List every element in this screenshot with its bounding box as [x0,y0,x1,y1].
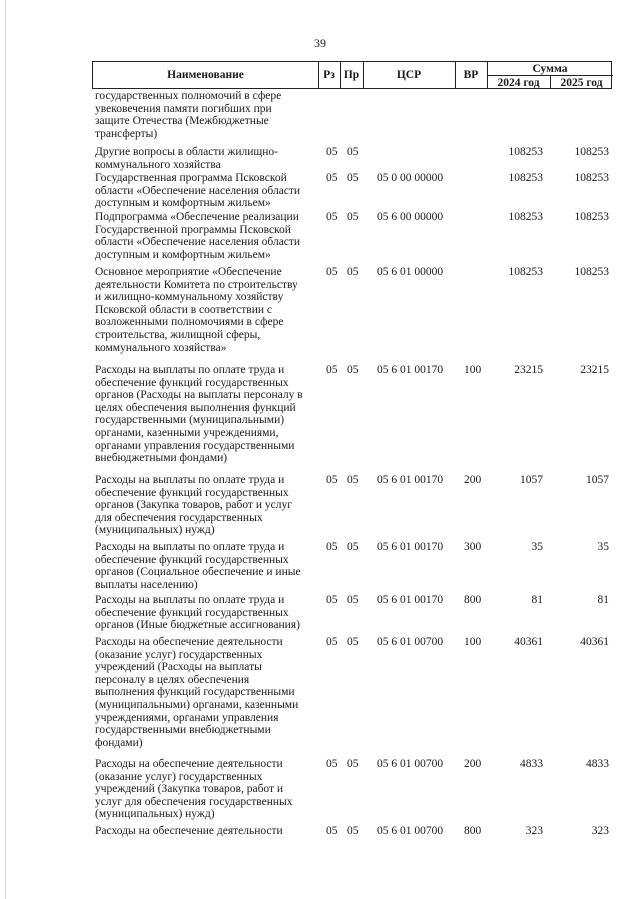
row-name-line: области «Обеспечение населения области [95,236,301,249]
row-name-line: органов (Социальное обеспечение и иные [95,566,301,579]
row-name-line: государственными внебюджетными [95,724,271,737]
row-name-line: Расходы на обеспечение деятельности [95,825,283,837]
row-sum-2024: 323 [525,825,543,837]
row-name-line: учреждений (Закупка товаров, работ и [95,783,284,796]
header-sum: Сумма [532,62,568,75]
row-name-line: государственными (муниципальными) [95,414,285,427]
row-sum-2025: 108253 [574,146,609,158]
row-name [95,758,315,821]
row-pr: 05 [347,474,359,486]
row-name [95,636,315,749]
row-name-line: (муниципальными) органами, казенными [95,698,299,711]
row-name [95,541,315,591]
row-name-line: Расходы на обеспечение деятельности [95,636,283,648]
row-csr: 05 6 01 00170 [377,364,444,376]
row-name-line: органов (Расходы на выплаты персоналу в [95,389,303,402]
row-sum-2024: 108253 [508,146,543,158]
row-rz: 05 [326,146,338,158]
row-name-line: Подпрограмма «Обеспечение реализации [95,211,299,223]
row-name [95,211,315,261]
row-name-line: Государственная программа Псковской [95,172,287,184]
row-name-line: возложенными полномочиями в сфере [95,316,284,329]
row-name [95,146,315,171]
row-sum-2025: 81 [597,594,609,606]
row-name-line: увековечения памяти погибших при [95,102,272,115]
row-name-line: внебюджетными фондами) [95,452,228,465]
row-name-line: Расходы на выплаты по оплате труда и [95,364,285,376]
row-name-line: строительства, жилищной сферы, [95,328,261,341]
row-csr: 05 6 01 00700 [377,825,444,837]
row-name-line: Расходы на выплаты по оплате труда и [95,474,285,486]
row-sum-2025: 35 [597,541,609,553]
row-name-line: деятельности Комитета по строительству [95,278,298,291]
row-sum-2025: 108253 [574,172,609,184]
row-name-line: органов (Иные бюджетные ассигнования) [95,619,300,632]
header-2024: 2024 год [497,76,540,89]
row-pr: 05 [347,758,359,770]
row-name [95,266,315,354]
row-rz: 05 [326,211,338,223]
row-sum-2025: 4833 [586,758,609,770]
row-name-line: защите Отечества (Межбюджетные [95,115,269,128]
row-rz: 05 [326,474,338,486]
row-sum-2024: 1057 [520,474,543,486]
row-name-line: доступным и комфортным жильем» [95,197,271,210]
row-pr: 05 [347,636,359,648]
row-name-line: государственных полномочий в сфере [95,90,282,102]
row-sum-2024: 108253 [508,266,543,278]
row-pr: 05 [347,825,359,837]
header-csr: ЦСР [396,69,422,81]
row-name-line: Расходы на выплаты по оплате труда и [95,541,285,553]
row-name [95,474,315,537]
row-name [95,90,315,140]
row-name-line: трансферты) [95,127,158,140]
row-rz: 05 [326,758,338,770]
row-sum-2025: 1057 [586,474,609,486]
row-sum-2025: 323 [591,825,609,837]
page-number: 39 [314,36,326,50]
row-rz: 05 [326,266,338,278]
row-name-line: выполнения функций государственными [95,686,295,699]
row-csr: 05 6 00 00000 [377,211,444,223]
row-name-line: (муниципальных) нужд) [95,524,215,537]
header-vr: ВР [463,69,479,81]
header-pr: Пр [343,69,360,81]
row-name-line: органов (Закупка товаров, работ и услуг [95,499,292,512]
row-name-line: органами, казенными учреждениями, [95,426,279,439]
row-csr: 05 6 01 00170 [377,594,444,606]
row-name-line: Псковской области в соответствии с [95,303,272,316]
row-rz: 05 [326,636,338,648]
row-name-line: целях обеспечения выполнения функций [95,401,296,414]
row-name-line: Другие вопросы в области жилищно- [95,146,278,158]
row-csr: 05 6 01 00000 [377,266,444,278]
row-sum-2024: 40361 [514,636,543,648]
row-rz: 05 [326,364,338,376]
row-name-line: учреждениями, органами управления [95,711,279,724]
row-sum-2024: 35 [531,541,543,553]
row-name [95,594,315,632]
row-sum-2024: 81 [531,594,543,606]
header-name: Наименование [167,69,244,81]
row-name-line: учреждений (Расходы на выплаты [95,661,262,674]
row-sum-2024: 108253 [508,211,543,223]
row-csr: 05 6 01 00170 [377,474,444,486]
header-rz: Рз [323,69,335,81]
row-name-line: (оказание услуг) государственных [95,770,263,783]
row-pr: 05 [347,146,359,158]
row-name-line: обеспечение функций государственных [95,376,289,389]
row-name-line: обеспечение функций государственных [95,606,289,619]
row-name-line: и жилищно-коммунальному хозяйству [95,291,284,304]
row-vr: 800 [464,594,482,606]
row-name-line: фондами) [95,736,143,749]
row-sum-2025: 23215 [580,364,609,376]
row-vr: 300 [464,541,482,553]
row-name [95,825,315,838]
row-rz: 05 [326,825,338,837]
row-sum-2025: 40361 [580,636,609,648]
row-name [95,172,315,210]
row-name [95,364,315,465]
row-name-line: Расходы на обеспечение деятельности [95,758,283,770]
row-pr: 05 [347,266,359,278]
row-name-line: коммунального хозяйства» [95,341,227,354]
row-name-line: Расходы на выплаты по оплате труда и [95,594,285,606]
row-sum-2024: 23215 [514,364,543,376]
row-vr: 200 [464,474,482,486]
row-pr: 05 [347,172,359,184]
row-rz: 05 [326,541,338,553]
row-csr: 05 6 01 00170 [377,541,444,553]
row-rz: 05 [326,172,338,184]
row-name-line: области «Обеспечение населения области [95,184,301,197]
row-name-line: Государственной программы Псковской [95,223,291,236]
row-pr: 05 [347,594,359,606]
row-vr: 200 [464,758,482,770]
row-rz: 05 [326,594,338,606]
row-name-line: обеспечение функций государственных [95,553,289,566]
row-name-line: персоналу в целях обеспечения [95,673,250,686]
row-pr: 05 [347,364,359,376]
table-header [92,61,612,89]
row-vr: 100 [464,364,482,376]
row-sum-2024: 108253 [508,172,543,184]
row-pr: 05 [347,541,359,553]
row-vr: 800 [464,825,482,837]
row-sum-2025: 108253 [574,266,609,278]
row-sum-2025: 108253 [574,211,609,223]
row-name-line: органами управления государственными [95,439,295,452]
header-2025: 2025 год [560,76,603,89]
row-csr: 05 6 01 00700 [377,636,444,648]
row-pr: 05 [347,211,359,223]
row-name-line: коммунального хозяйства [95,158,221,171]
row-name-line: выплаты населению) [95,578,198,591]
row-vr: 100 [464,636,482,648]
row-name-line: доступным и комфортным жильем» [95,248,271,261]
row-name-line: (оказание услуг) государственных [95,648,263,661]
row-name-line: услуг для обеспечения государственных [95,795,293,808]
scan-edge-line [5,0,6,899]
row-csr: 05 6 01 00700 [377,758,444,770]
row-name-line: обеспечение функций государственных [95,486,289,499]
row-name-line: Основное мероприятие «Обеспечение [95,266,282,278]
row-sum-2024: 4833 [520,758,543,770]
row-name-line: для обеспечения государственных [95,511,263,524]
row-csr: 05 0 00 00000 [377,172,444,184]
row-name-line: (муниципальных) нужд) [95,808,215,821]
